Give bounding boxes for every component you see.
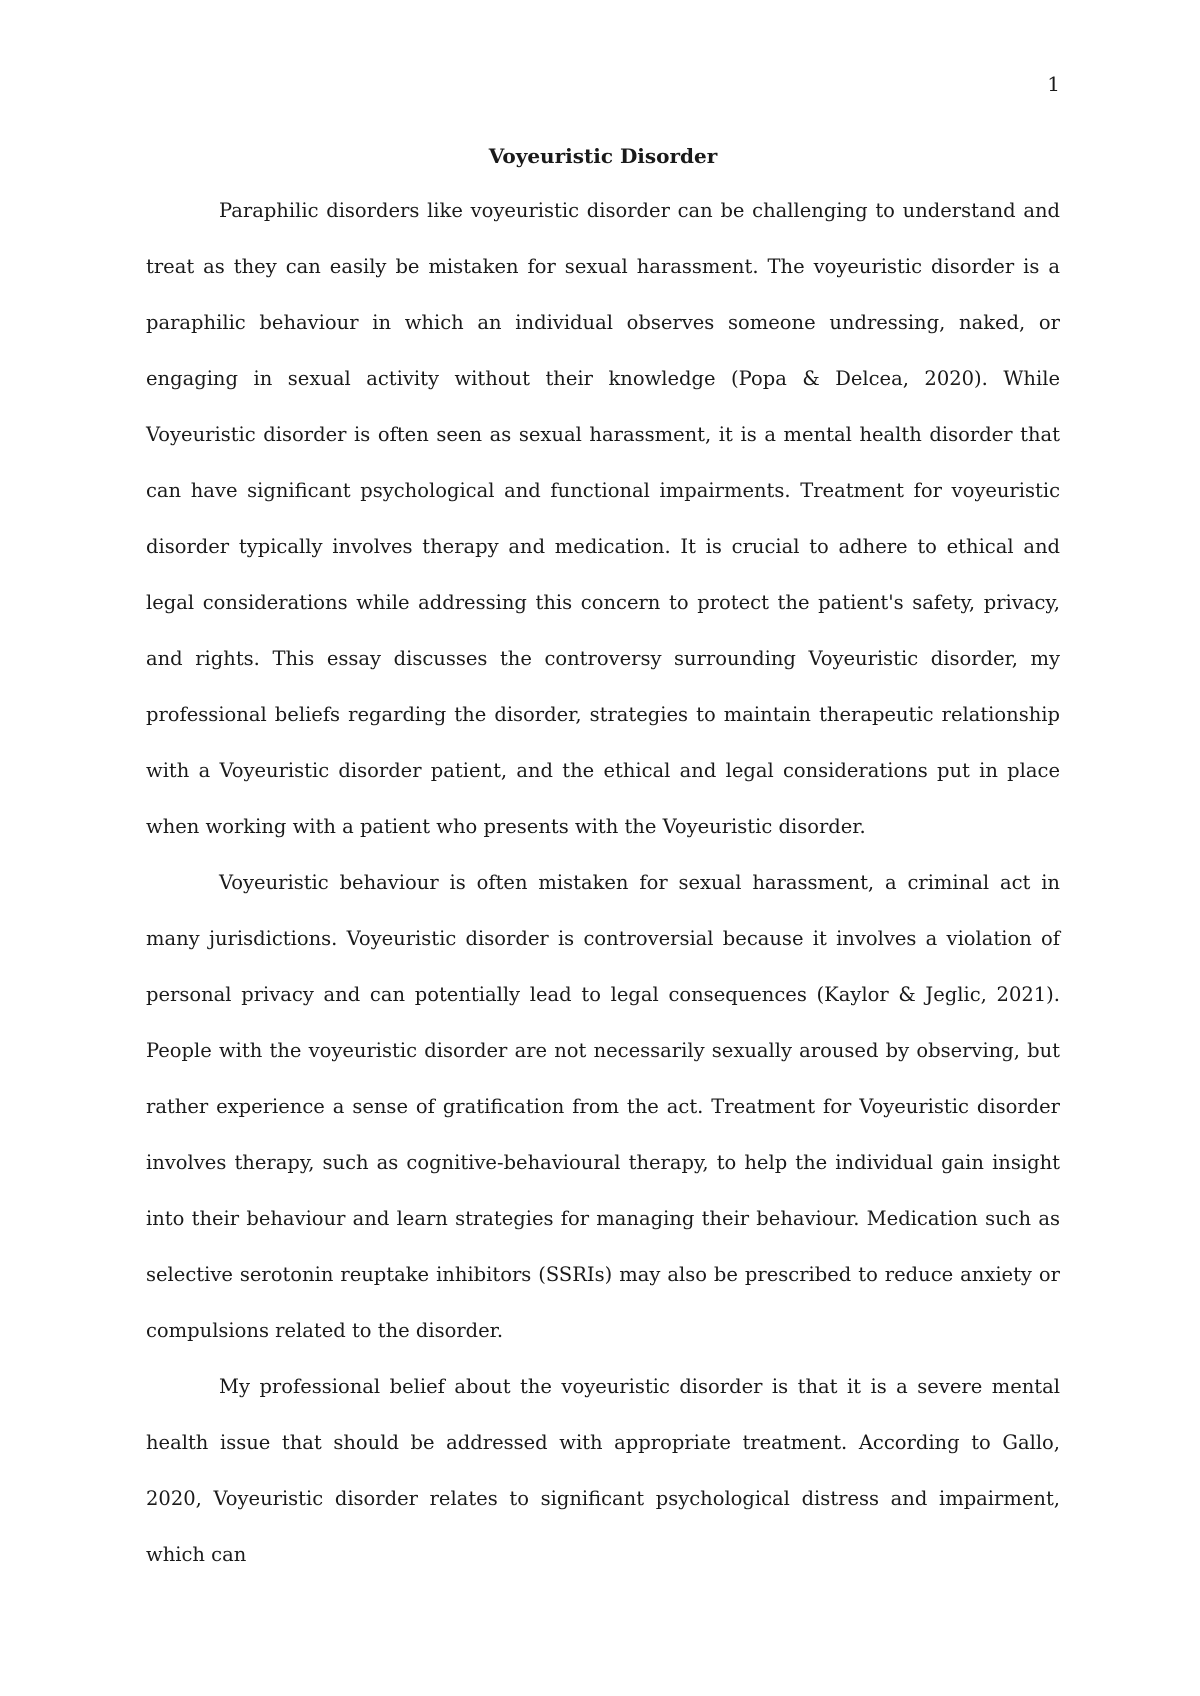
document-title: Voyeuristic Disorder [488,144,718,168]
paragraph-introduction: Paraphilic disorders like voyeuristic disorder can be challenging to understand and treat as they can easily be mistaken for sexual harassment. The voyeuristic disorder is a paraphilic behaviour in which an individual observes someone undressing, naked, or engaging in sexual activity without their knowledge (Popa & Delcea, 2020). While Voyeuristic disorder is often seen as sexual harassment, it is a mental health disorder that can have significant psychological and functional impairments. Treatment for voyeuristic disorder typically involves therapy and medication. It is crucial to adhere to ethical and legal considerations while addressing this concern to protect the patient's safety, privacy, and rights. This essay discusses the controversy surrounding Voyeuristic disorder, my professional beliefs regarding the disorder, strategies to maintain therapeutic relationship with a Voyeuristic disorder patient, and the ethical and legal considerations put in place when working with a patient who presents with the Voyeuristic disorder. [146,199,1060,838]
page-number: 1 [1047,72,1060,96]
paragraph-controversy: Voyeuristic behaviour is often mistaken for sexual harassment, a criminal act in many jurisdictions. Voyeuristic disorder is controversial because it involves a violation of personal privacy and can potentially lead to legal consequences (Kaylor & Jeglic, 2021). People with the voyeuristic disorder are not necessarily sexually aroused by observing, but rather experience a sense of gratification from the act. Treatment for Voyeuristic disorder involves therapy, such as cognitive-behavioural therapy, to help the individual gain insight into their behaviour and learn strategies for managing their behaviour. Medication such as selective serotonin reuptake inhibitors (SSRIs) may also be prescribed to reduce anxiety or compulsions related to the disorder. [146,871,1060,1342]
paragraph-professional-belief: My professional belief about the voyeuristic disorder is that it is a severe mental health issue that should be addressed with appropriate treatment. According to Gallo, 2020, Voyeuristic disorder relates to significant psychological distress and impairment, which can [146,1375,1060,1566]
document-body [146,183,1060,1583]
